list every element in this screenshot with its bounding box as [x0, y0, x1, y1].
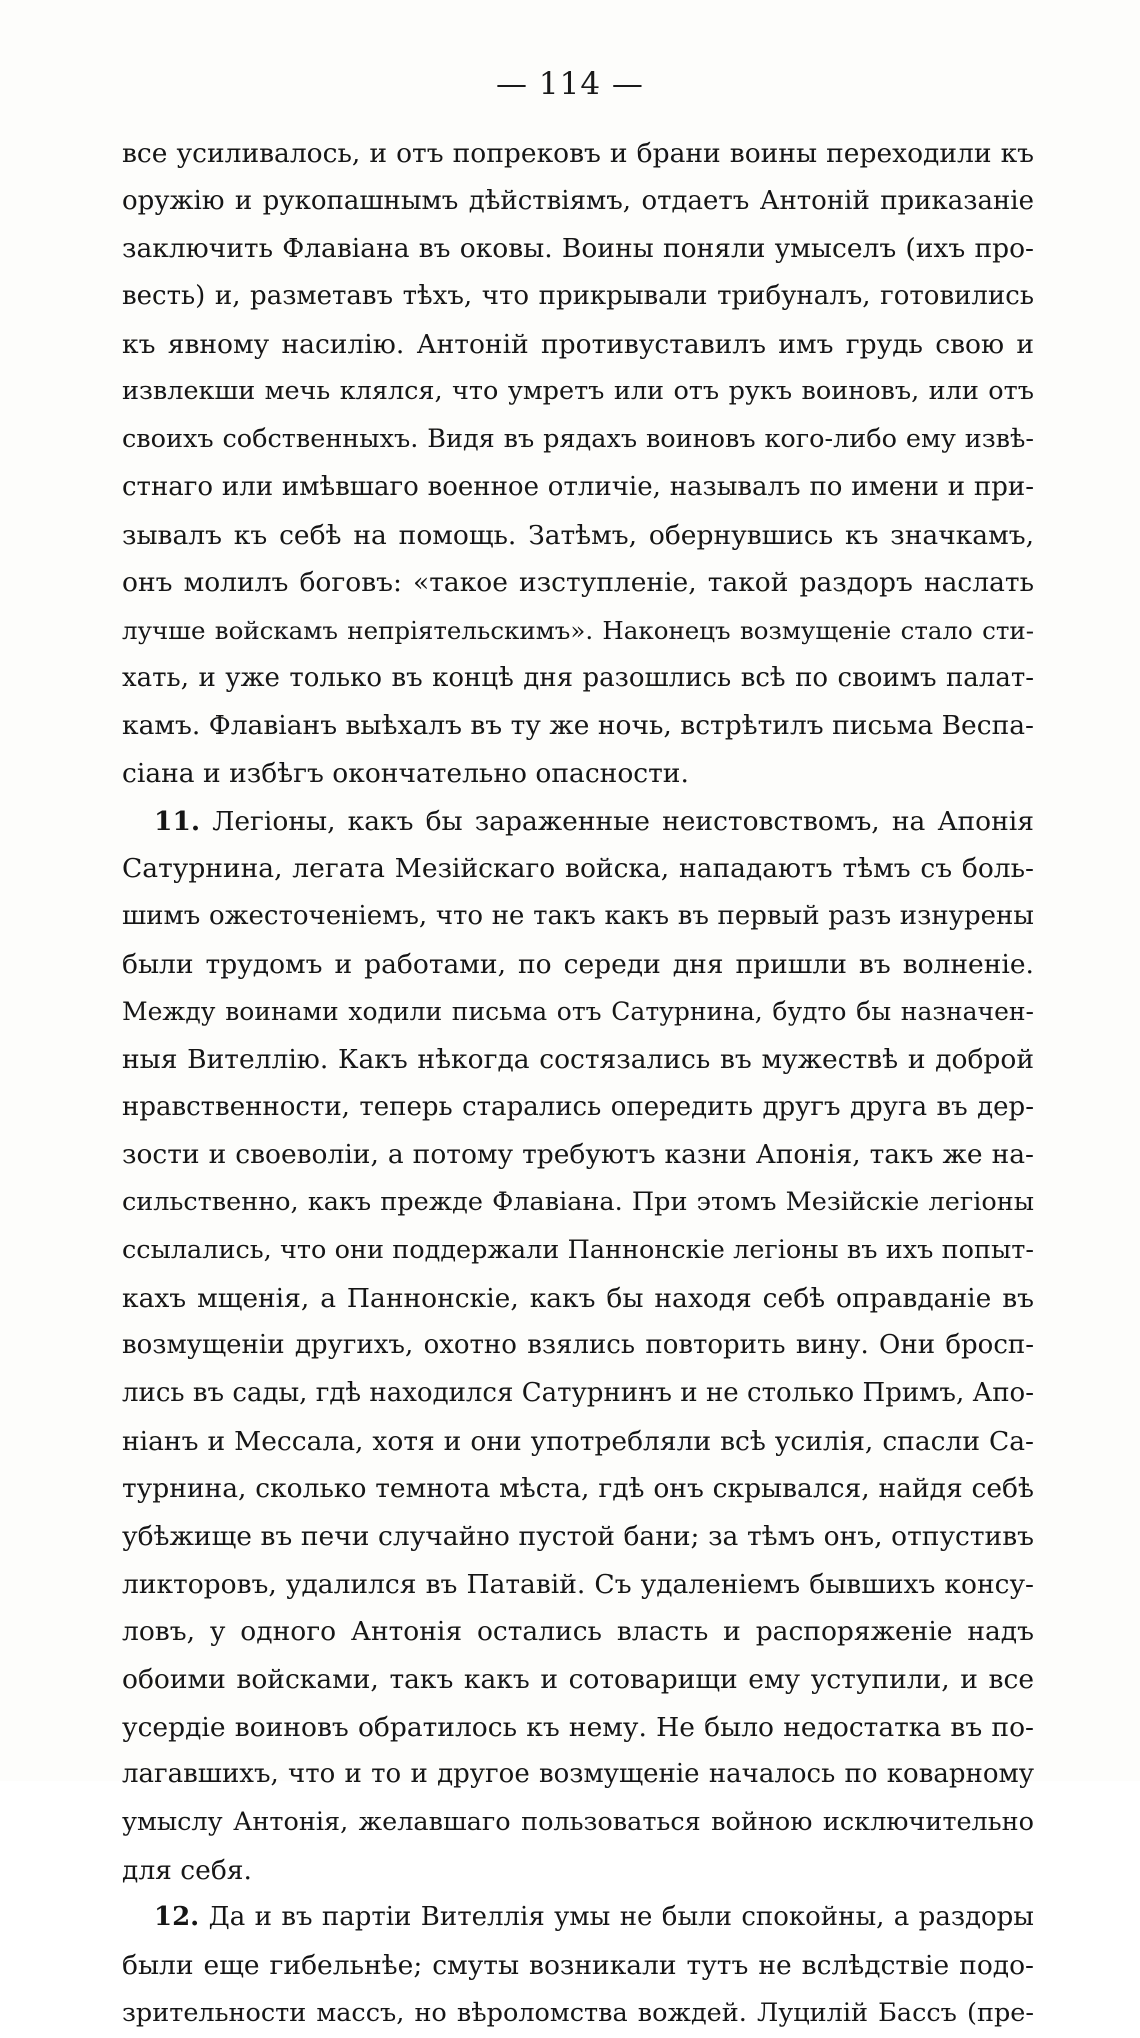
- text-line: [122, 655, 1034, 703]
- line-text: лись въ сады, гдѣ находился Сатурнинъ и не столько Примъ, Апо-: [122, 1377, 1034, 1408]
- text-line: [122, 941, 1034, 989]
- paragraph-number: 12.: [154, 1902, 200, 1933]
- line-text: усердіе воиновъ обратилось къ нему. Не было недостатка въ по-: [122, 1711, 1034, 1743]
- text-line: [122, 1275, 1034, 1323]
- text-line: [122, 988, 1034, 1036]
- text-line: [122, 416, 1034, 464]
- paragraph-number: 11.: [154, 805, 201, 837]
- text-line: [122, 464, 1034, 512]
- line-text: извлекши мечь клялся, что умретъ или отъ рукъ воиновъ, или отъ: [122, 376, 1034, 407]
- text-line: [122, 750, 1034, 798]
- text-line: [122, 1656, 1034, 1704]
- line-text: все усиливалось, и отъ попрековъ и брани воины переходили къ: [122, 138, 1034, 169]
- body-text: [122, 130, 1034, 2038]
- text-line: [122, 368, 1034, 416]
- line-text: зрительности массъ, но вѣроломства вождей. Луцилій Бассъ (пре-: [122, 1997, 1034, 2028]
- text-line: [122, 702, 1034, 750]
- line-text: лучше войскамъ непріятельскимъ». Наконецъ возмущеніе стало сти-: [122, 615, 1034, 645]
- line-text: хать, и уже только въ концѣ дня разошлись всѣ по своимъ палат-: [122, 662, 1034, 693]
- text-line: [122, 1513, 1034, 1561]
- text-line: [122, 1847, 1034, 1895]
- text-line: [122, 1370, 1034, 1418]
- line-text: убѣжище въ печи случайно пустой бани; за тѣмъ онъ, отпустивъ: [122, 1520, 1034, 1552]
- line-text: ловъ, у одного Антонія остались власть и распоряженіе надъ: [122, 1616, 1034, 1648]
- text-line: [122, 559, 1034, 607]
- line-text: своихъ собственныхъ. Видя въ рядахъ воиновъ кого-либо ему извѣ-: [122, 424, 1034, 455]
- text-line: [122, 178, 1034, 226]
- text-line: [122, 1751, 1034, 1799]
- line-text: къ явному насилію. Антоній противуставилъ имъ грудь свою и: [122, 328, 1034, 360]
- line-text: обоими войсками, такъ какъ и сотоварищи ему уступили, и все: [122, 1664, 1034, 1695]
- text-line: [122, 273, 1034, 321]
- text-line: [122, 1704, 1034, 1752]
- text-line: [122, 1608, 1034, 1656]
- line-text: умыслу Антонія, желавшаго пользоваться войною исключительно: [122, 1807, 1034, 1838]
- text-line: [122, 1036, 1034, 1084]
- text-line: [122, 1227, 1034, 1275]
- line-text: были трудомъ и работами, по середи дня пришли въ волненіе.: [122, 948, 1034, 980]
- line-text: лагавшихъ, что и то и другое возмущеніе началось по коварному: [122, 1759, 1034, 1790]
- line-text: камъ. Флавіанъ выѣхалъ въ ту же ночь, встрѣтилъ письма Веспа-: [122, 710, 1034, 742]
- line-text: заключить Флавіана въ оковы. Воины поняли умыселъ (ихъ про-: [122, 233, 1034, 265]
- line-text: возмущеніи другихъ, охотно взялись повторить вину. Они бросп-: [122, 1330, 1034, 1361]
- paragraph-start-line: [122, 798, 1034, 846]
- line-text: зывалъ къ себѣ на помощь. Затѣмъ, обернувшись къ значкамъ,: [122, 519, 1034, 551]
- text-line: [122, 1465, 1034, 1513]
- line-text: Да и въ партіи Вителлія умы не были спокойны, а раздоры: [199, 1902, 1034, 1933]
- line-text: ныя Вителлію. Какъ нѣкогда состязались въ мужествѣ и доброй: [122, 1044, 1034, 1076]
- text-line: [122, 893, 1034, 941]
- line-text: Легіоны, какъ бы зараженные неистовствомъ, на Апонія: [200, 805, 1034, 837]
- text-line: [122, 1131, 1034, 1179]
- text-line: [122, 1990, 1034, 2038]
- line-text: ніанъ и Мессала, хотя и они употребляли всѣ усилія, спасли Са-: [122, 1425, 1034, 1457]
- line-text: зости и своеволіи, а потому требуютъ казни Апонія, такъ же на-: [122, 1139, 1034, 1171]
- line-text: для себя.: [122, 1854, 252, 1886]
- line-text: были еще гибельнѣе; смуты возникали тутъ не вслѣдствіе подо-: [122, 1950, 1034, 1982]
- line-text: Сатурнина, легата Мезійскаго войска, нападаютъ тѣмъ съ боль-: [122, 853, 1034, 885]
- line-text: ссылались, что они поддержали Паннонскіе легіоны въ ихъ попыт-: [122, 1234, 1034, 1265]
- page-number: — 114 —: [496, 66, 644, 102]
- line-text: весть) и, разметавъ тѣхъ, что прикрывали трибуналъ, готовились: [122, 281, 1034, 312]
- text-line: [122, 607, 1034, 655]
- line-text: сильственно, какъ прежде Флавіана. При этомъ Мезійскіе легіоны: [122, 1187, 1034, 1218]
- text-line: [122, 1418, 1034, 1466]
- line-text: турнина, сколько темнота мѣста, гдѣ онъ скрывался, найдя себѣ: [122, 1473, 1034, 1505]
- text-line: [122, 1561, 1034, 1609]
- line-text: оружію и рукопашнымъ дѣйствіямъ, отдаетъ Антоній приказаніе: [122, 185, 1034, 216]
- text-line: [122, 225, 1034, 273]
- text-line: [122, 845, 1034, 893]
- line-text: нравственности, теперь старались опередить другъ друга въ дер-: [122, 1091, 1034, 1122]
- paragraph-start-line: [122, 1894, 1034, 1942]
- line-text: шимъ ожесточеніемъ, что не такъ какъ въ первый разъ изнурены: [122, 901, 1034, 931]
- line-text: онъ молилъ боговъ: «такое изступленіе, такой раздоръ наслать: [122, 567, 1034, 599]
- line-text: кахъ мщенія, а Паннонскіе, какъ бы находя себѣ оправданіе въ: [122, 1282, 1034, 1314]
- text-line: [122, 1942, 1034, 1990]
- text-line: [122, 1799, 1034, 1847]
- text-line: [122, 130, 1034, 178]
- text-line: [122, 1084, 1034, 1132]
- text-line: [122, 1322, 1034, 1370]
- text-line: [122, 512, 1034, 560]
- line-text: ликторовъ, удалился въ Патавій. Съ удаленіемъ бывшихъ консу-: [122, 1568, 1034, 1600]
- line-text: Между воинами ходили письма отъ Сатурнина, будто бы назначен-: [122, 997, 1034, 1027]
- text-line: [122, 321, 1034, 369]
- text-line: [122, 1179, 1034, 1227]
- line-text: стнаго или имѣвшаго военное отличіе, называлъ по имени и при-: [122, 471, 1034, 502]
- line-text: сіана и избѣгъ окончательно опасности.: [122, 757, 689, 789]
